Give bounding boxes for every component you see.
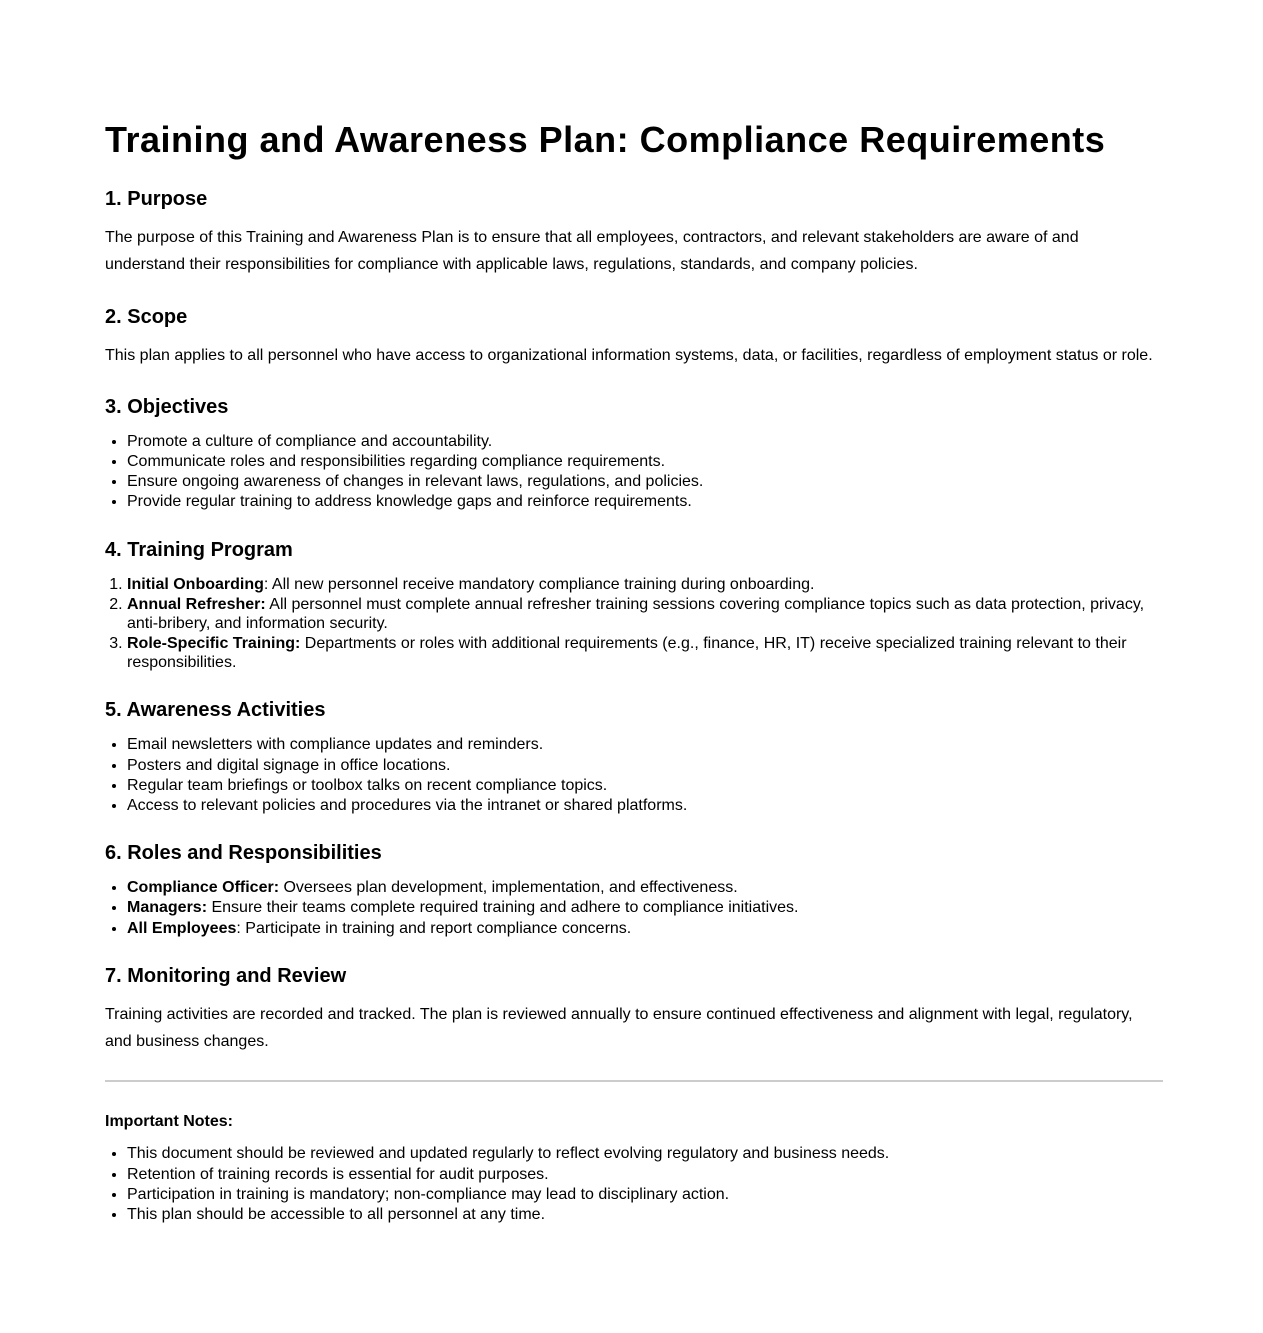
list-item-text: Oversees plan development, implementation, and effectiveness.	[279, 879, 738, 897]
list-item-label: Compliance Officer:	[127, 879, 280, 897]
roles-responsibilities-list	[105, 878, 1163, 938]
scope-paragraph: This plan applies to all personnel who have access to organizational information systems, data, or facilities, regardless of employment status or role.	[105, 346, 1153, 364]
list-item-text: : Participate in training and report compliance concerns.	[236, 919, 632, 937]
list-item-text: Ensure their teams complete required training and adhere to compliance initiatives.	[207, 899, 799, 917]
section-roles-responsibilities	[105, 841, 1163, 938]
list-item	[127, 919, 1163, 938]
list-item: • Retention of training records is essential for audit purposes.	[127, 1165, 1163, 1184]
list-item: • Provide regular training to address knowledge gaps and reinforce requirements.	[127, 492, 1163, 511]
section-heading-training-program: 4. Training Program	[105, 538, 293, 561]
section-heading-roles-responsibilities: 6. Roles and Responsibilities	[105, 842, 382, 865]
important-notes-list	[105, 1144, 1163, 1224]
page-title: Training and Awareness Plan: Compliance Requirements	[105, 119, 1106, 160]
list-item: • Regular team briefings or toolbox talks on recent compliance topics.	[127, 776, 1163, 795]
list-item: • Participation in training is mandatory; non-compliance may lead to disciplinary action.	[127, 1185, 1163, 1204]
purpose-paragraph: The purpose of this Training and Awareness Plan is to ensure that all employees, contractors, and relevant stakeholders are aware of and understand their responsibilities for compliance with applicable laws, regulations, standards, and company policies.	[105, 229, 1079, 274]
list-item-label: Role-Specific Training:	[127, 635, 301, 653]
list-item	[127, 575, 1163, 594]
objectives-list	[105, 432, 1163, 512]
list-item	[127, 878, 1163, 897]
list-item	[127, 634, 1163, 672]
important-notes-heading: Important Notes:	[105, 1113, 233, 1131]
section-heading-scope: 2. Scope	[105, 305, 188, 328]
list-item: • Promote a culture of compliance and accountability.	[127, 432, 1163, 451]
list-item: • Posters and digital signage in office locations.	[127, 756, 1163, 775]
list-item: • Ensure ongoing awareness of changes in relevant laws, regulations, and policies.	[127, 472, 1163, 491]
list-item-label: Managers:	[127, 899, 208, 917]
section-heading-objectives: 3. Objectives	[105, 395, 229, 418]
list-item: • Communicate roles and responsibilities regarding compliance requirements.	[127, 452, 1163, 471]
section-heading-monitoring-review: 7. Monitoring and Review	[105, 964, 347, 987]
section-awareness-activities	[105, 698, 1163, 815]
list-item	[127, 595, 1163, 633]
section-divider	[105, 1080, 1163, 1082]
list-item-text: All personnel must complete annual refresher training sessions covering compliance topics such as data protection, privacy, anti-bribery, and information security.	[127, 595, 1145, 632]
list-item: • Access to relevant policies and procedures via the intranet or shared platforms.	[127, 796, 1163, 815]
list-item: • This document should be reviewed and updated regularly to reflect evolving regulatory and business needs.	[127, 1144, 1163, 1163]
list-item: • Email newsletters with compliance updates and reminders.	[127, 735, 1163, 754]
monitoring-review-paragraph: Training activities are recorded and tracked. The plan is reviewed annually to ensure continued effectiveness and alignment with legal, regulatory, and business changes.	[105, 1005, 1133, 1050]
section-heading-awareness-activities: 5. Awareness Activities	[105, 699, 326, 722]
section-purpose	[105, 187, 1163, 278]
section-objectives	[105, 395, 1163, 512]
list-item: • This plan should be accessible to all personnel at any time.	[127, 1205, 1163, 1224]
list-item-text: Departments or roles with additional requirements (e.g., finance, HR, IT) receive specialized training relevant to their responsibilities.	[127, 635, 1127, 672]
training-program-list	[105, 575, 1163, 673]
section-monitoring-review	[105, 964, 1163, 1055]
list-item	[127, 898, 1163, 917]
section-scope	[105, 305, 1163, 369]
section-training-program	[105, 538, 1163, 673]
section-important-notes	[105, 1112, 1163, 1224]
section-heading-purpose: 1. Purpose	[105, 188, 208, 211]
list-item-label: Annual Refresher:	[127, 595, 266, 613]
list-item-label: Initial Onboarding	[127, 575, 264, 593]
list-item-label: All Employees	[127, 919, 237, 937]
list-item-text: : All new personnel receive mandatory compliance training during onboarding.	[263, 575, 815, 593]
awareness-activities-list	[105, 735, 1163, 815]
